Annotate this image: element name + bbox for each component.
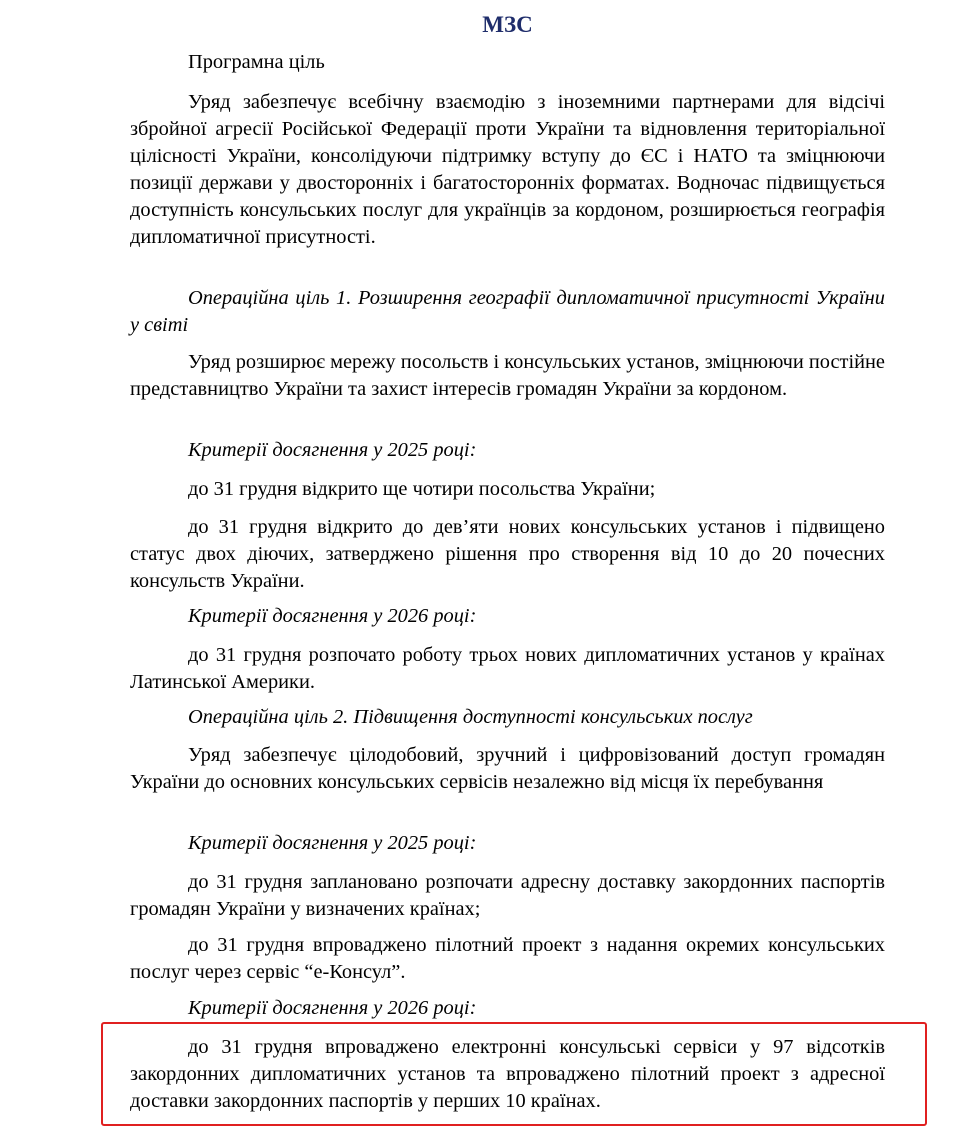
operational-goal-1-heading: Операційна ціль 1. Розширення географії дипломатичної присутності України у світі xyxy=(130,287,885,336)
program-goal-heading: Програмна ціль xyxy=(188,51,325,73)
document-title: МЗС xyxy=(482,12,533,37)
highlight-box xyxy=(101,1022,927,1126)
criteria-2025-item-2: до 31 грудня відкрито до дев’яти нових консульських установ і підвищено статус двох діючих, затверджено рішення про створення від 10 до 20 почесних консульств України. xyxy=(130,516,885,592)
criteria-2025-item-3: до 31 грудня заплановано розпочати адресну доставку закордонних паспортів громадян України у визначених країнах; xyxy=(130,871,885,920)
operational-goal-2-heading: Операційна ціль 2. Підвищення доступності консульських послуг xyxy=(188,706,753,728)
program-goal-text: Уряд забезпечує всебічну взаємодію з іноземними партнерами для відсічі збройної агресії Російської Федерації проти України та відновлення територіальної цілісності України, консолідуючи підтримку вступу до ЄС і НАТО та зміцнюючи позиції держави у двосторонніх і багатосторонніх форматах. Водночас підвищується доступність консульських послуг для українців за кордоном, розширюється географія дипломатичної присутності. xyxy=(130,91,885,248)
criteria-2026-item-2: до 31 грудня впроваджено електронні консульські сервіси у 97 відсотків закордонних дипломатичних установ та впроваджено пілотний проект з адресної доставки закордонних паспортів у перших 10 країнах. xyxy=(130,1036,885,1112)
criteria-2025-heading-1: Критерії досягнення у 2025 році: xyxy=(188,439,477,461)
criteria-2025-heading-2: Критерії досягнення у 2025 році: xyxy=(188,832,477,854)
operational-goal-1-text: Уряд розширює мережу посольств і консульських установ, зміцнюючи постійне представництво України та захист інтересів громадян України за кордоном. xyxy=(130,351,885,400)
criteria-2026-item-1: до 31 грудня розпочато роботу трьох нових дипломатичних установ у країнах Латинської Америки. xyxy=(130,644,885,693)
operational-goal-2-text: Уряд забезпечує цілодобовий, зручний і цифровізований доступ громадян України до основних консульських сервісів незалежно від місця їх перебування xyxy=(130,744,885,793)
criteria-2025-item-1: до 31 грудня відкрито ще чотири посольства України; xyxy=(188,478,656,500)
criteria-2026-heading-1: Критерії досягнення у 2026 році: xyxy=(188,605,477,627)
criteria-2025-item-4: до 31 грудня впроваджено пілотний проект з надання окремих консульських послуг через сервіс “е-Консул”. xyxy=(130,934,885,983)
criteria-2026-heading-2: Критерії досягнення у 2026 році: xyxy=(188,997,477,1019)
